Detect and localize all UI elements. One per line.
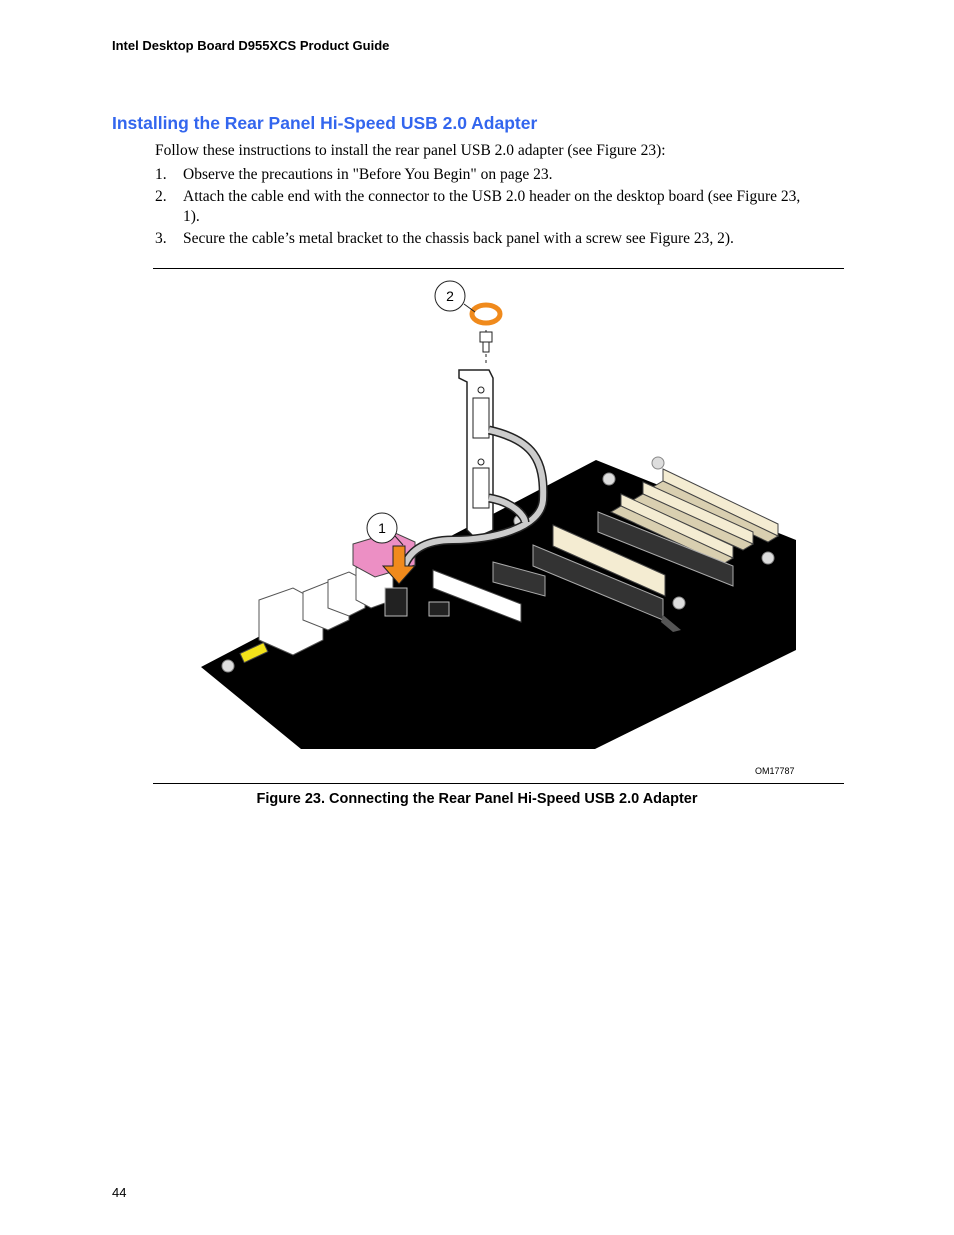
page-number: 44: [112, 1185, 127, 1200]
step-number: 3.: [155, 230, 167, 247]
figure-top-rule: [153, 268, 844, 269]
list-item: [155, 229, 815, 249]
step-text: Secure the cable’s metal bracket to the chassis back panel with a screw see Figure 23, 2).: [183, 230, 734, 247]
step-number: 2.: [155, 188, 167, 205]
callout-2: [435, 281, 475, 312]
figure-illustration: [153, 270, 844, 782]
step-text: Attach the cable end with the connector to the USB 2.0 header on the desktop board (see Figure 23, 1).: [183, 188, 801, 225]
rotate-arrow-icon: [472, 305, 500, 323]
step-text: Observe the precautions in "Before You Begin" on page 23.: [183, 166, 553, 183]
section-heading: Installing the Rear Panel Hi-Speed USB 2.0 Adapter: [112, 113, 538, 133]
usb-bracket: [459, 370, 493, 538]
motherboard-illustration: [153, 270, 844, 782]
figure-bottom-rule: [153, 783, 844, 784]
step-number: 1.: [155, 166, 167, 183]
callout-2-label: 2: [446, 288, 454, 304]
instruction-list: [155, 165, 815, 251]
running-header: Intel Desktop Board D955XCS Product Guide: [112, 38, 390, 53]
list-item: [155, 165, 815, 185]
screw-icon: [480, 330, 492, 366]
intro-paragraph: Follow these instructions to install the rear panel USB 2.0 adapter (see Figure 23):: [155, 142, 666, 159]
figure-caption: Figure 23. Connecting the Rear Panel Hi-Speed USB 2.0 Adapter: [256, 791, 698, 807]
callout-1-label: 1: [378, 520, 386, 536]
list-item: [155, 187, 815, 227]
figure-code: OM17787: [755, 766, 795, 776]
